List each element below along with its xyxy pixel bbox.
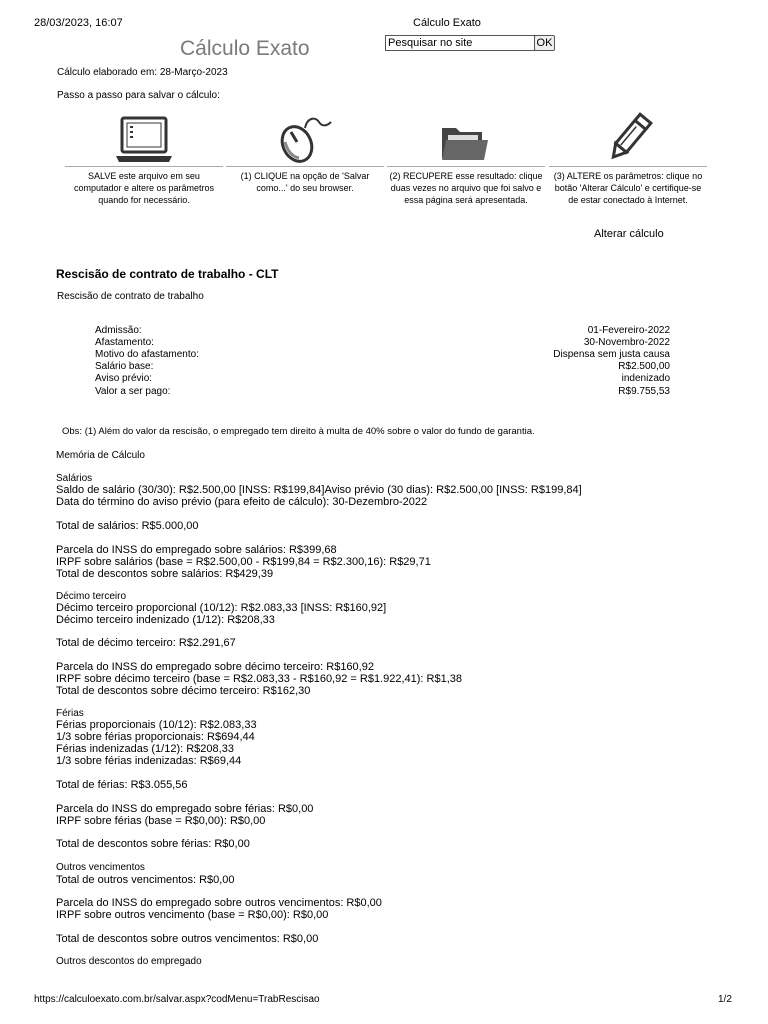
detail-row	[95, 386, 670, 398]
salarios-line: Saldo de salário (30/30): R$2.500,00 [INSS: R$199,84]Aviso prévio (30 dias): R$2.500,00 [INSS: R$199,84]	[56, 484, 582, 496]
detail-value: indenizado	[621, 373, 670, 384]
steps-heading: Passo a passo para salvar o cálculo:	[57, 90, 220, 101]
salarios-title: Salários	[56, 473, 93, 484]
decimo-line: Décimo terceiro indenizado (1/12): R$208,33	[56, 614, 275, 626]
detail-row	[95, 325, 670, 337]
step-save	[65, 108, 223, 206]
footer-url: https://calculoexato.com.br/salvar.aspx?codMenu=TrabRescisao	[34, 994, 320, 1005]
decimo-title: Décimo terceiro	[56, 591, 127, 602]
detail-row	[95, 361, 670, 373]
ferias-title: Férias	[56, 708, 84, 719]
detail-label: Valor a ser pago:	[95, 386, 171, 397]
ferias-line: 1/3 sobre férias indenizadas: R$69,44	[56, 755, 242, 767]
outros-inss: Parcela do INSS do empregado sobre outros vencimentos: R$0,00	[56, 897, 382, 909]
detail-label: Aviso prévio:	[95, 373, 153, 384]
detail-label: Afastamento:	[95, 337, 154, 348]
detail-value: Dispensa sem justa causa	[553, 349, 670, 360]
salarios-inss: Parcela do INSS do empregado sobre salários: R$399,68	[56, 544, 337, 556]
elaborated-date: Cálculo elaborado em: 28-Março-2023	[57, 67, 228, 78]
step-alter	[549, 108, 707, 206]
alter-calculation-link[interactable]: Alterar cálculo	[594, 228, 664, 240]
outros-irpf: IRPF sobre outros vencimento (base = R$0,00): R$0,00	[56, 909, 329, 921]
decimo-line: Décimo terceiro proporcional (10/12): R$2.083,33 [INSS: R$160,92]	[56, 602, 387, 614]
step-click-text: (1) CLIQUE na opção de 'Salvar como...' do seu browser.	[240, 171, 370, 193]
section-subtitle: Rescisão de contrato de trabalho	[57, 291, 204, 302]
ferias-line: Férias proporcionais (10/12): R$2.083,33	[56, 719, 257, 731]
salarios-total: Total de salários: R$5.000,00	[56, 520, 199, 532]
step-recover-text: (2) RECUPERE esse resultado: clique duas vezes no arquivo que foi salvo e essa página será apresentada.	[389, 171, 543, 205]
memoria-title: Memória de Cálculo	[56, 450, 145, 461]
detail-row	[95, 373, 670, 385]
step-save-text: SALVE este arquivo em seu computador e altere os parâmetros quando for necessário.	[73, 171, 215, 205]
detail-row	[95, 337, 670, 349]
print-page-title: Cálculo Exato	[413, 17, 481, 29]
ferias-line: 1/3 sobre férias proporcionais: R$694,44	[56, 731, 255, 743]
detail-row	[95, 349, 670, 361]
footer-page-number: 1/2	[718, 994, 732, 1005]
search-ok-button[interactable]: OK	[534, 35, 555, 51]
step-alter-text: (3) ALTERE os parâmetros: clique no botão 'Alterar Cálculo' e certifique-se de estar conectado à Internet.	[553, 171, 703, 205]
decimo-descontos: Total de descontos sobre décimo terceiro: R$162,30	[56, 685, 311, 697]
folder-icon	[387, 108, 545, 166]
step-recover	[387, 108, 545, 206]
salarios-descontos: Total de descontos sobre salários: R$429,39	[56, 568, 274, 580]
ferias-descontos: Total de descontos sobre férias: R$0,00	[56, 838, 250, 850]
salarios-line: Data do término do aviso prévio (para efeito de cálculo): 30-Dezembro-2022	[56, 496, 428, 508]
laptop-icon	[65, 108, 223, 166]
decimo-irpf: IRPF sobre décimo terceiro (base = R$2.083,33 - R$160,92 = R$1.922,41): R$1,38	[56, 673, 463, 685]
detail-value: 01-Fevereiro-2022	[587, 325, 670, 336]
decimo-inss: Parcela do INSS do empregado sobre décimo terceiro: R$160,92	[56, 661, 374, 673]
outros-descontos: Total de descontos sobre outros vencimentos: R$0,00	[56, 933, 319, 945]
detail-label: Salário base:	[95, 361, 154, 372]
detail-label: Admissão:	[95, 325, 142, 336]
section-title: Rescisão de contrato de trabalho - CLT	[56, 267, 279, 281]
details-block	[95, 325, 670, 398]
detail-value: R$9.755,53	[618, 386, 670, 397]
mouse-icon	[226, 108, 384, 166]
outros-descontos-title: Outros descontos do empregado	[56, 956, 202, 967]
ferias-irpf: IRPF sobre férias (base = R$0,00): R$0,00	[56, 815, 266, 827]
outros-total: Total de outros vencimentos: R$0,00	[56, 874, 235, 886]
detail-label: Motivo do afastamento:	[95, 349, 199, 360]
decimo-total: Total de décimo terceiro: R$2.291,67	[56, 637, 236, 649]
print-date: 28/03/2023, 16:07	[34, 17, 123, 29]
detail-value: 30-Novembro-2022	[583, 337, 670, 348]
detail-value: R$2.500,00	[618, 361, 670, 372]
salarios-irpf: IRPF sobre salários (base = R$2.500,00 - R$199,84 = R$2.300,16): R$29,71	[56, 556, 431, 568]
obs-note: Obs: (1) Além do valor da rescisão, o empregado tem direito à multa de 40% sobre o valor do fundo de garantia.	[62, 426, 535, 437]
search-input[interactable]	[385, 35, 536, 51]
ferias-line: Férias indenizadas (1/12): R$208,33	[56, 743, 234, 755]
step-click	[226, 108, 384, 194]
outros-title: Outros vencimentos	[56, 862, 145, 873]
ferias-inss: Parcela do INSS do empregado sobre férias: R$0,00	[56, 803, 314, 815]
ferias-total: Total de férias: R$3.055,56	[56, 779, 188, 791]
site-title[interactable]: Cálculo Exato	[180, 37, 310, 60]
pencil-icon	[549, 108, 707, 166]
